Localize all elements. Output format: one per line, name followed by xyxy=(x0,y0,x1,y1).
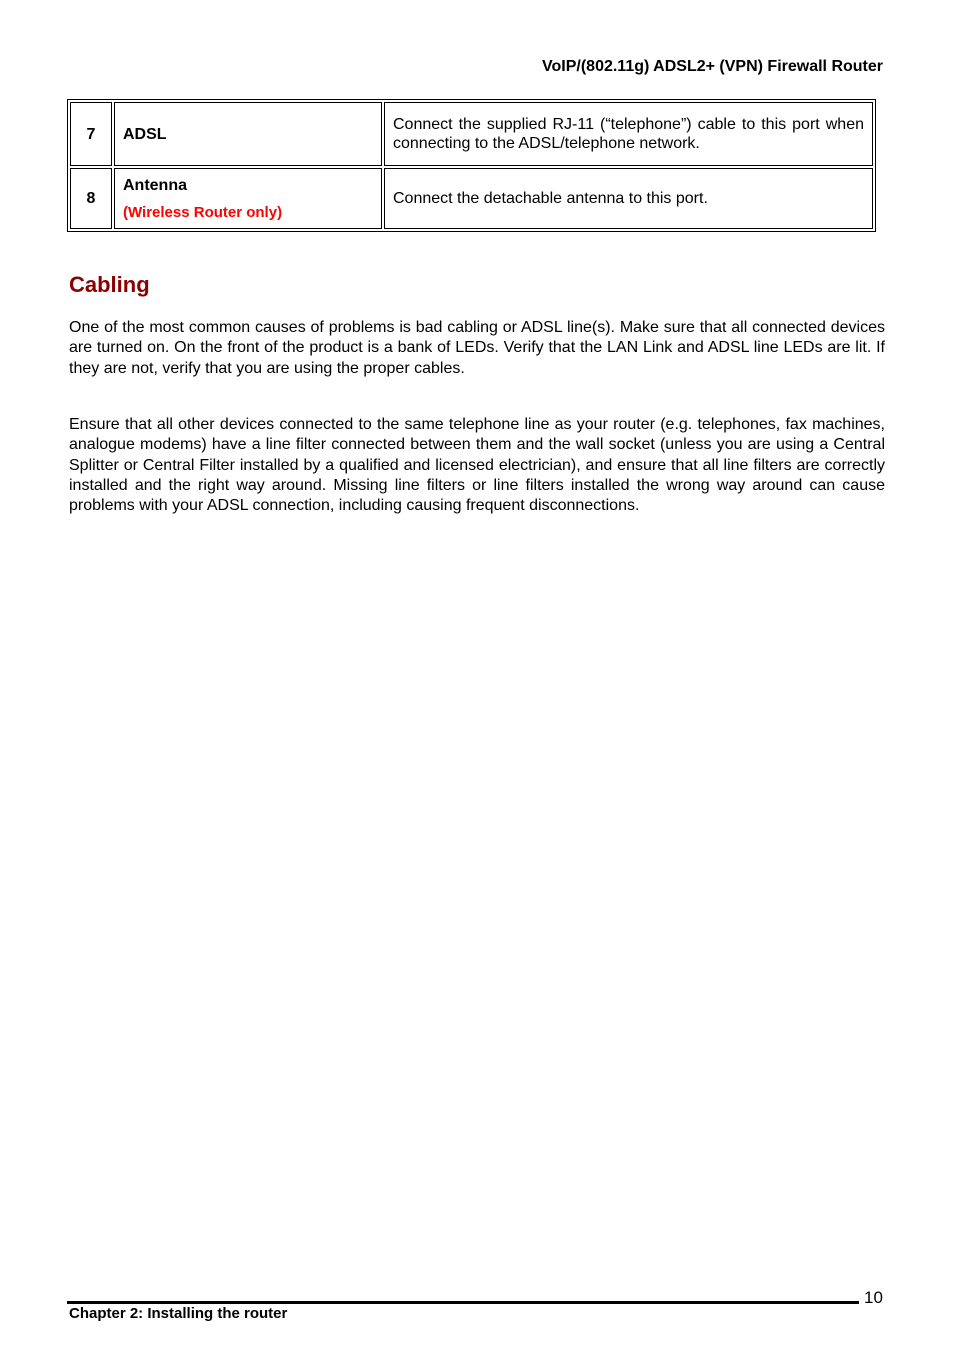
section-heading: Cabling xyxy=(69,272,150,297)
table-row xyxy=(70,102,873,166)
paragraph: One of the most common causes of problems is bad cabling or ADSL line(s). Make sure that all connected devices are turned on. On the front of the product is a bank of LEDs. Verify that the LAN Link and ADSL line LEDs are lit. If they are not, verify that you are using the proper cables. xyxy=(69,319,885,377)
port-name-cell xyxy=(114,168,382,229)
port-description: Connect the detachable antenna to this port. xyxy=(384,168,873,229)
port-number: 7 xyxy=(70,102,112,166)
ports-table xyxy=(67,99,876,232)
paragraph: Ensure that all other devices connected to the same telephone line as your router (e.g. telephones, fax machines, analogue modems) have a line filter connected between them and the wall socket (unless you are using a Central Splitter or Central Filter installed by a qualified and licensed electrician), and ensure that all line filters are correctly installed and the right way around. Missing line filters or line filters installed the wrong way around can cause problems with your ADSL connection, including causing frequent disconnections. xyxy=(69,416,885,515)
running-header-title: VoIP/(802.11g) ADSL2+ (VPN) Firewall Router xyxy=(542,58,883,75)
footer-rule xyxy=(67,1301,859,1304)
page-number: 10 xyxy=(864,1288,883,1307)
port-number: 8 xyxy=(70,168,112,229)
port-name: ADSL xyxy=(123,125,167,143)
table-row xyxy=(70,168,873,229)
port-note: (Wireless Router only) xyxy=(123,203,283,221)
port-name: Antenna xyxy=(123,176,187,194)
footer-chapter: Chapter 2: Installing the router xyxy=(69,1305,288,1322)
port-description: Connect the supplied RJ-11 (“telephone”) cable to this port when connecting to the ADSL/telephone network. xyxy=(384,102,873,166)
port-name-cell xyxy=(114,102,382,166)
